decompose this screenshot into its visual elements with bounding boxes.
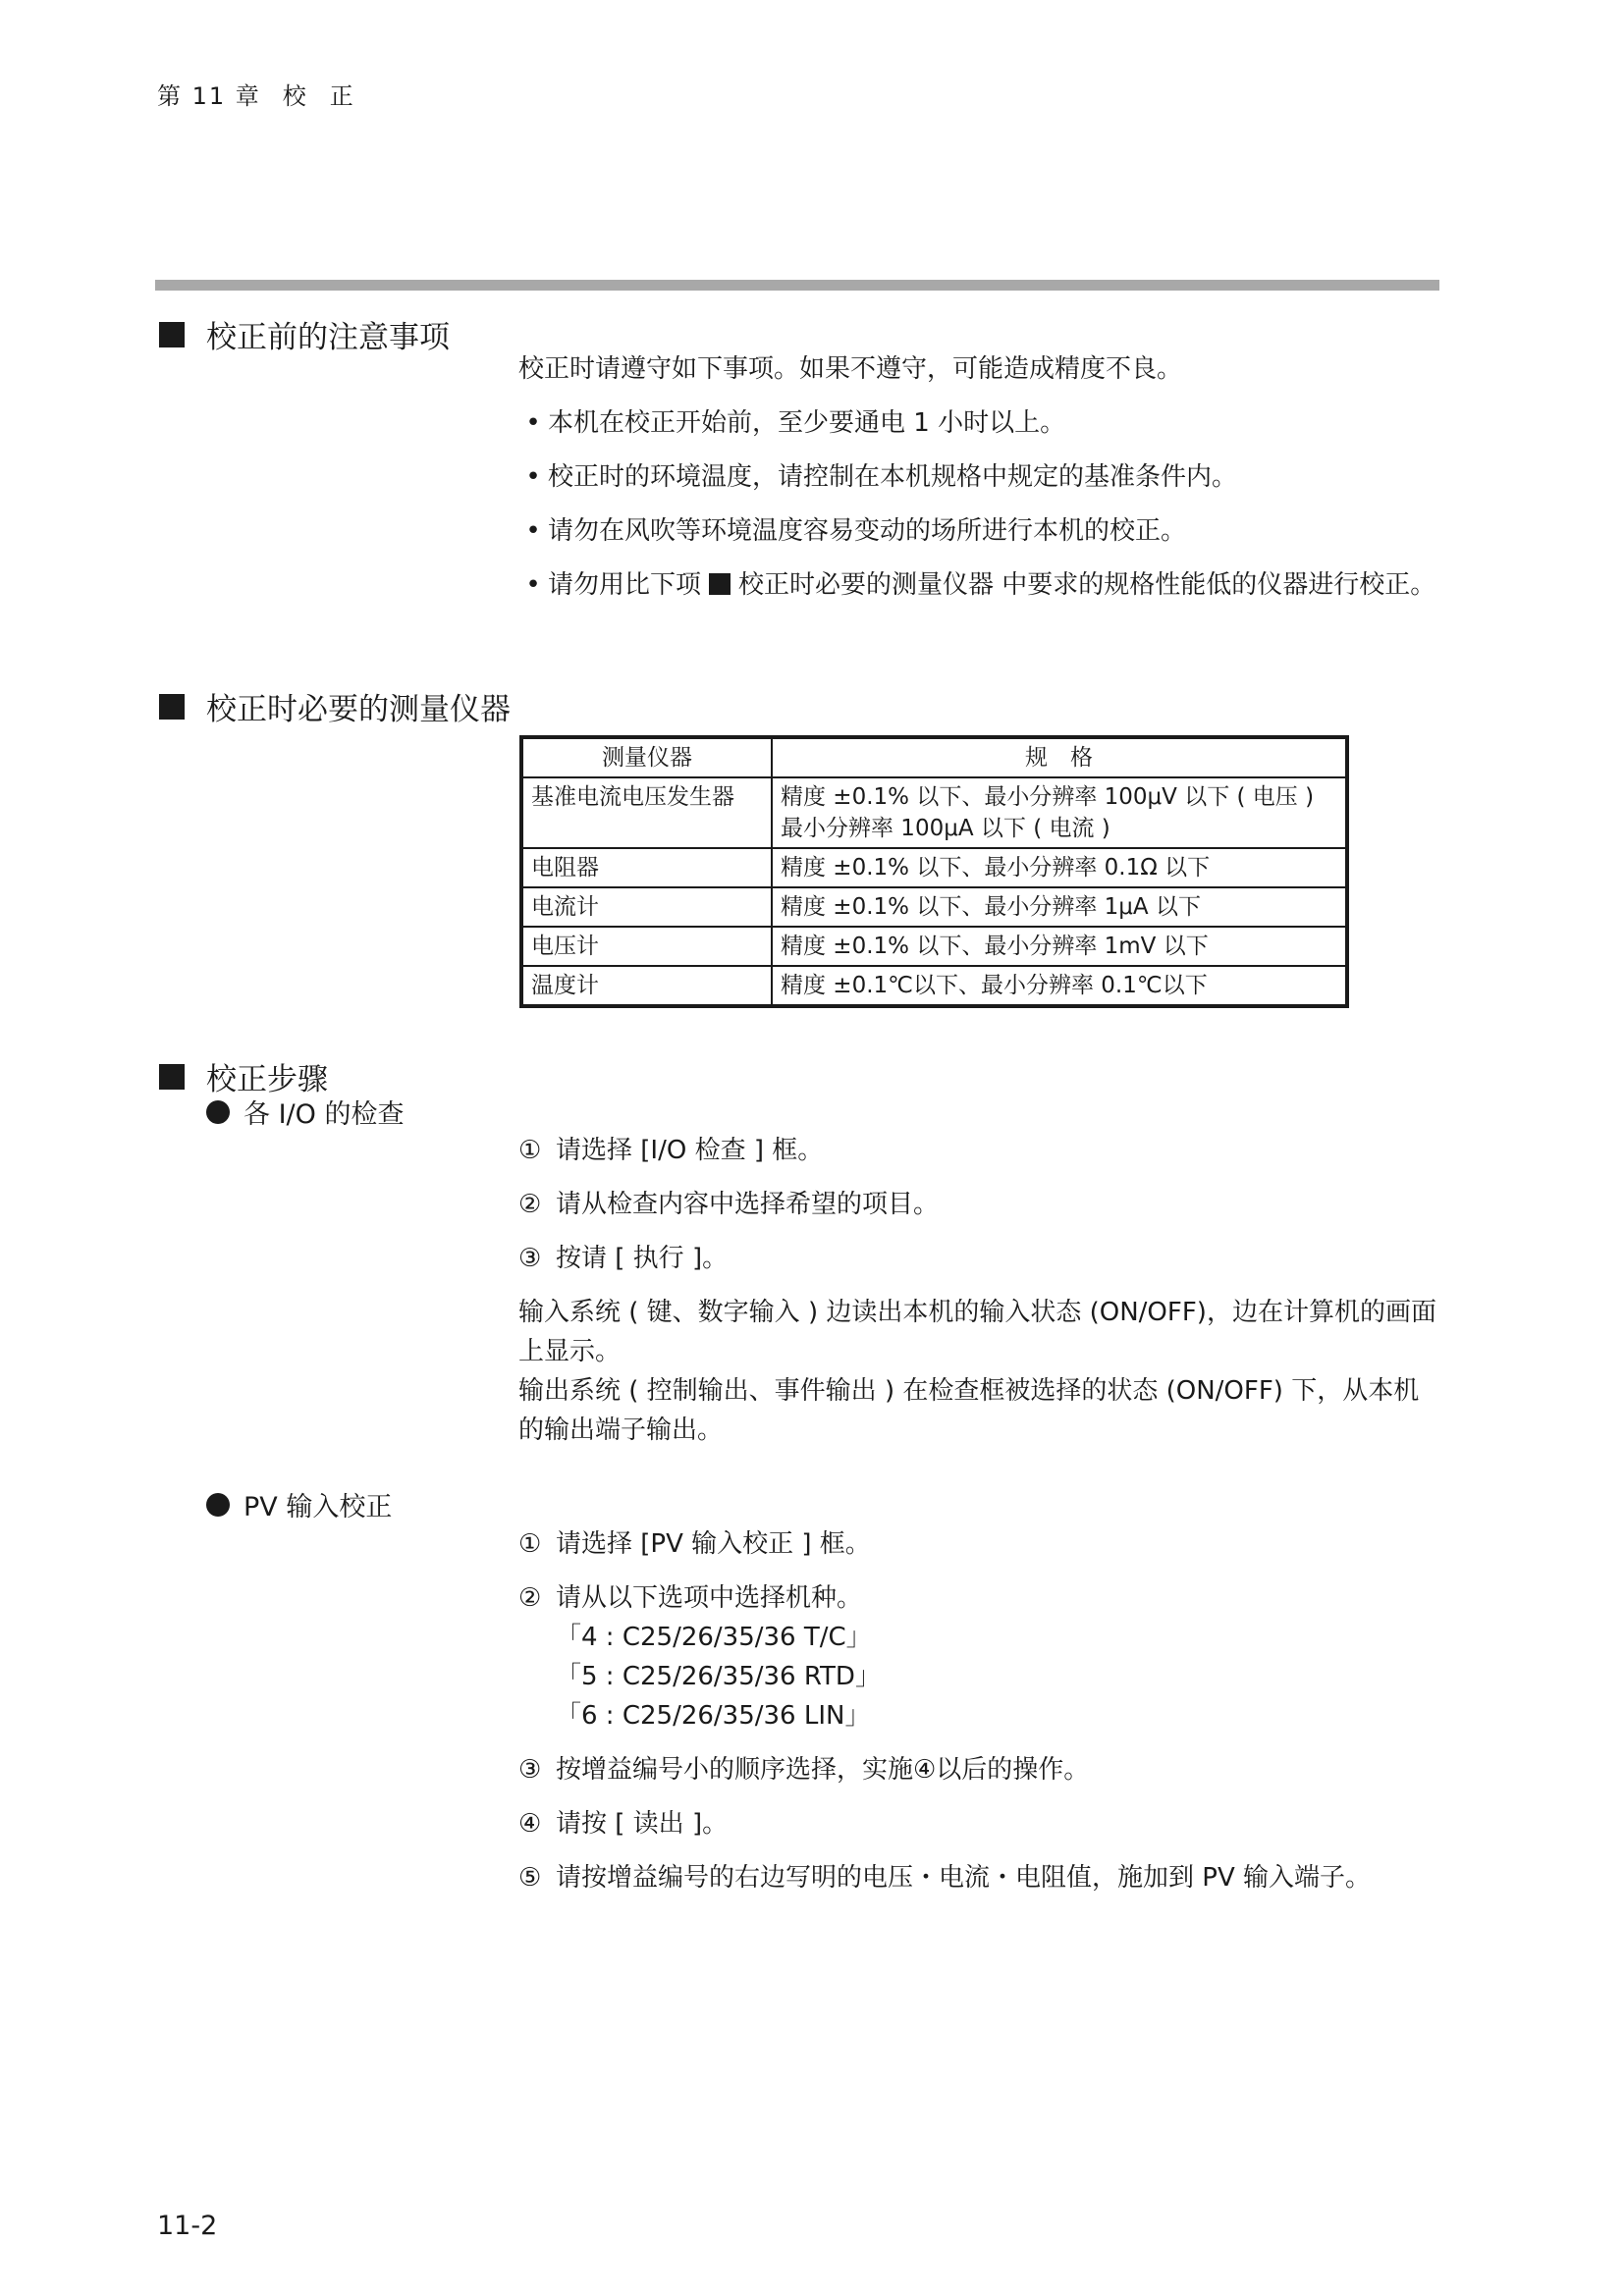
pv-input-body [518, 1524, 1441, 1897]
table-header-instrument: 测量仪器 [521, 737, 772, 777]
table-row [521, 887, 1347, 927]
square-bullet-icon [159, 1064, 185, 1090]
instrument-table [519, 735, 1349, 1008]
model-option: 「4 : C25/26/35/36 T/C」 [556, 1623, 872, 1652]
chapter-title-1: 校 [282, 82, 308, 110]
instrument-spec: 精度 ±0.1% 以下、最小分辨率 0.1Ω 以下 [772, 848, 1347, 887]
precaution-item: • 请勿用比下项 校正时必要的测量仪器 中要求的规格性能低的仪器进行校正。 [518, 565, 1441, 605]
subsection-title-pv-input: PV 输入校正 [206, 1485, 392, 1523]
dot-bullet-icon: • [525, 516, 541, 546]
chapter-title-2: 正 [329, 82, 355, 110]
step-item: ① 请选择 [I/O 检查 ] 框。 [518, 1136, 824, 1165]
step-item: ② 请从检查内容中选择希望的项目。 [518, 1190, 940, 1219]
dot-bullet-icon: • [525, 408, 541, 438]
square-bullet-icon [709, 573, 731, 595]
table-row [521, 777, 1347, 848]
precautions-body [518, 349, 1441, 605]
table-row [521, 966, 1347, 1006]
io-output-description: 输出系统 ( 控制输出、事件输出 ) 在检查框被选择的状态 (ON/OFF) 下，从本机的输出端子输出。 [518, 1376, 1420, 1445]
instrument-spec: 精度 ±0.1℃以下、最小分辨率 0.1℃以下 [772, 966, 1347, 1006]
step-item: ④ 请按 [ 读出 ]。 [518, 1809, 729, 1839]
step-item: ⑤ 请按增益编号的右边写明的电压・电流・电阻值，施加到 PV 输入端子。 [518, 1863, 1371, 1893]
io-input-description: 输入系统 ( 键、数字输入 ) 边读出本机的输入状态 (ON/OFF)，边在计算机的画面上显示。 [518, 1298, 1436, 1366]
instrument-name: 基准电流电压发生器 [521, 777, 772, 848]
instrument-spec: 精度 ±0.1% 以下、最小分辨率 1μA 以下 [772, 887, 1347, 927]
instrument-name: 电阻器 [521, 848, 772, 887]
step-item: ② 请从以下选项中选择机种。 [518, 1583, 863, 1613]
section-title-precautions: 校正前的注意事项 [159, 312, 450, 356]
instrument-name: 温度计 [521, 966, 772, 1006]
instrument-spec: 精度 ±0.1% 以下、最小分辨率 1mV 以下 [772, 927, 1347, 966]
page-header [157, 77, 377, 111]
instrument-name: 电压计 [521, 927, 772, 966]
page-number: 11-2 [157, 2211, 218, 2241]
precautions-intro: 校正时请遵守如下事项。如果不遵守，可能造成精度不良。 [518, 354, 1183, 384]
square-bullet-icon [159, 322, 185, 347]
table-row [521, 848, 1347, 887]
table-row [521, 927, 1347, 966]
io-check-body [518, 1131, 1441, 1450]
circle-bullet-icon [206, 1100, 230, 1124]
step-item: ③ 按请 [ 执行 ]。 [518, 1244, 729, 1273]
precaution-item: • 本机在校正开始前，至少要通电 1 小时以上。 [518, 403, 1441, 443]
instrument-spec: 精度 ±0.1% 以下、最小分辨率 100μV 以下 ( 电压 ) 最小分辨率 100μA 以下 ( 电流 ) [772, 777, 1347, 848]
square-bullet-icon [159, 694, 185, 720]
section-title-instruments: 校正时必要的测量仪器 [159, 684, 511, 728]
model-option: 「6 : C25/26/35/36 LIN」 [556, 1701, 871, 1731]
step-item: ③ 按增益编号小的顺序选择，实施④以后的操作。 [518, 1755, 1090, 1785]
subsection-title-io-check: 各 I/O 的检查 [206, 1093, 404, 1131]
chapter-label: 第 11 章 [157, 82, 261, 110]
precaution-item: • 校正时的环境温度，请控制在本机规格中规定的基准条件内。 [518, 457, 1441, 497]
table-header-row [521, 737, 1347, 777]
circle-bullet-icon [206, 1493, 230, 1517]
table-header-spec: 规 格 [772, 737, 1347, 777]
dot-bullet-icon: • [525, 462, 541, 492]
precaution-item: • 请勿在风吹等环境温度容易变动的场所进行本机的校正。 [518, 511, 1441, 551]
dot-bullet-icon: • [525, 570, 541, 600]
step-item: ① 请选择 [PV 输入校正 ] 框。 [518, 1529, 871, 1559]
section-title-procedure: 校正步骤 [159, 1054, 328, 1098]
model-option: 「5 : C25/26/35/36 RTD」 [556, 1662, 881, 1691]
header-rule [155, 280, 1439, 291]
instrument-name: 电流计 [521, 887, 772, 927]
